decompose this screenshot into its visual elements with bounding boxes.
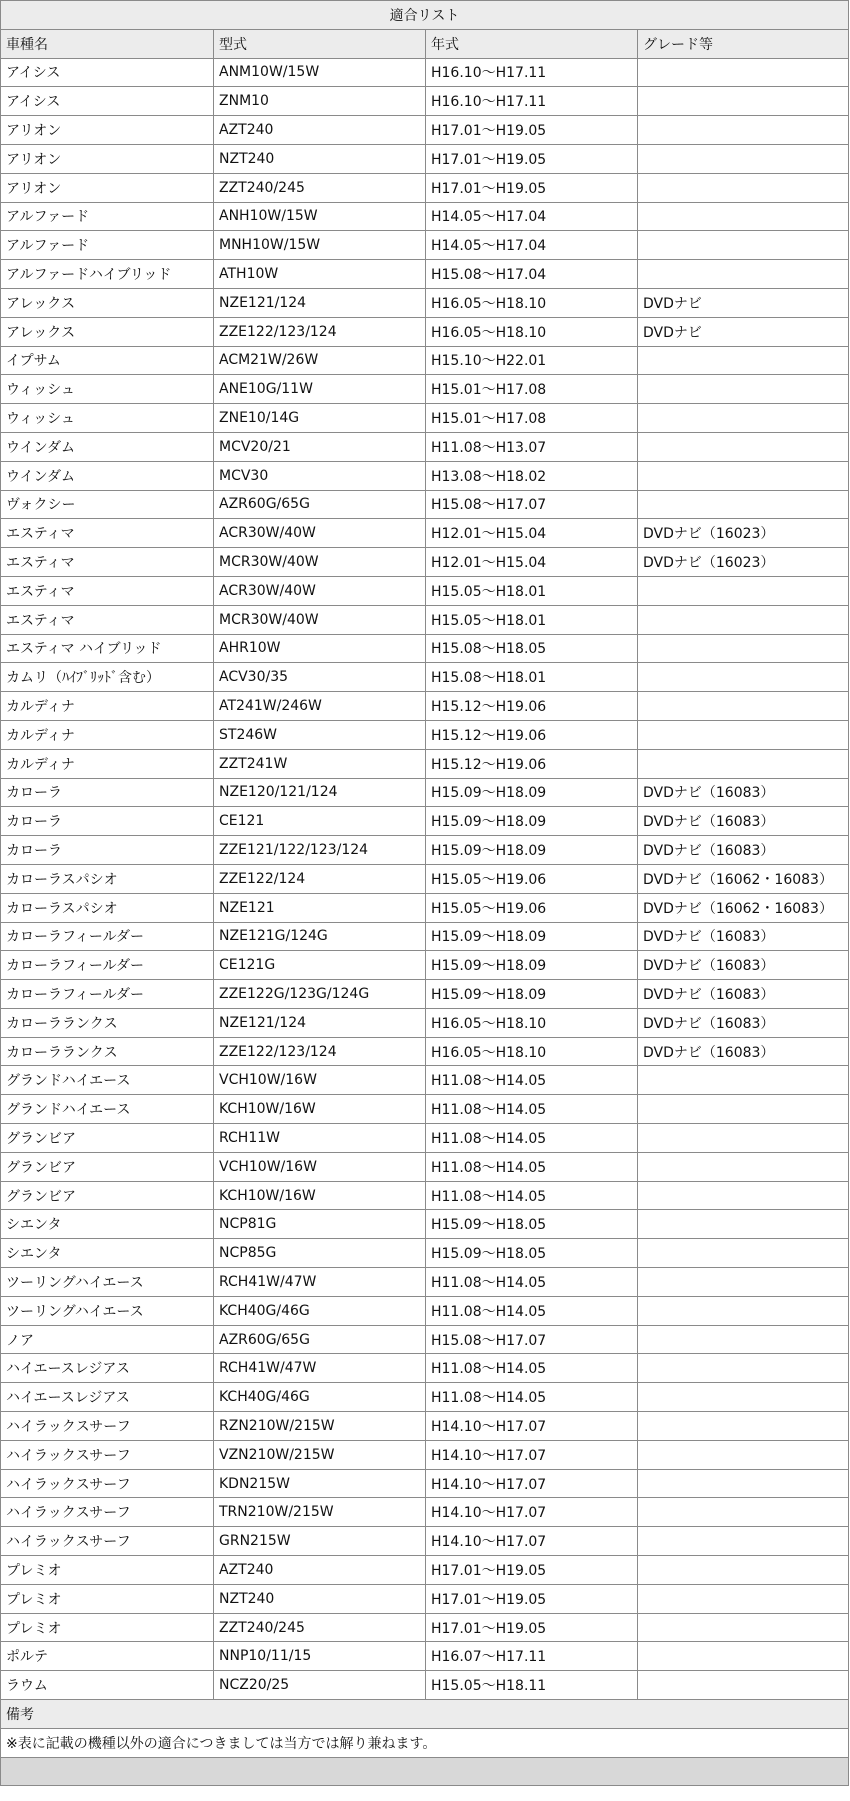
cell-model-code: RCH41W/47W bbox=[214, 1354, 426, 1383]
cell-car-name: ウィッシュ bbox=[1, 404, 214, 433]
cell-model-year: H11.08〜H14.05 bbox=[426, 1152, 638, 1181]
table-row bbox=[1, 432, 849, 461]
cell-car-name: カローラスパシオ bbox=[1, 893, 214, 922]
table-row bbox=[1, 202, 849, 231]
cell-grade: DVDナビ（16083） bbox=[638, 836, 849, 865]
cell-model-code: NCP85G bbox=[214, 1239, 426, 1268]
cell-grade: DVDナビ（16062・16083） bbox=[638, 864, 849, 893]
cell-model-year: H16.05〜H18.10 bbox=[426, 1037, 638, 1066]
cell-grade: DVDナビ（16083） bbox=[638, 980, 849, 1009]
remarks-header-row bbox=[1, 1700, 849, 1729]
cell-car-name: カローラフィールダー bbox=[1, 922, 214, 951]
cell-model-code: NZE121 bbox=[214, 893, 426, 922]
table-row bbox=[1, 1181, 849, 1210]
cell-model-code: KCH40G/46G bbox=[214, 1296, 426, 1325]
table-row bbox=[1, 1095, 849, 1124]
cell-car-name: イプサム bbox=[1, 346, 214, 375]
cell-model-code: NZE121/124 bbox=[214, 288, 426, 317]
cell-car-name: カローラスパシオ bbox=[1, 864, 214, 893]
cell-model-year: H16.07〜H17.11 bbox=[426, 1642, 638, 1671]
table-row bbox=[1, 1584, 849, 1613]
cell-model-code: ACR30W/40W bbox=[214, 576, 426, 605]
cell-car-name: ウインダム bbox=[1, 461, 214, 490]
cell-car-name: アレックス bbox=[1, 317, 214, 346]
cell-model-year: H11.08〜H14.05 bbox=[426, 1124, 638, 1153]
cell-grade bbox=[638, 461, 849, 490]
cell-car-name: ツーリングハイエース bbox=[1, 1268, 214, 1297]
cell-model-code: ZNM10 bbox=[214, 87, 426, 116]
cell-model-code: RCH41W/47W bbox=[214, 1268, 426, 1297]
cell-model-code: VZN210W/215W bbox=[214, 1440, 426, 1469]
table-row bbox=[1, 87, 849, 116]
table-row bbox=[1, 836, 849, 865]
cell-model-year: H15.05〜H19.06 bbox=[426, 893, 638, 922]
cell-model-year: H17.01〜H19.05 bbox=[426, 1556, 638, 1585]
cell-car-name: アリオン bbox=[1, 116, 214, 145]
cell-model-code: AHR10W bbox=[214, 634, 426, 663]
cell-model-year: H17.01〜H19.05 bbox=[426, 144, 638, 173]
cell-model-code: GRN215W bbox=[214, 1527, 426, 1556]
cell-model-code: NNP10/11/15 bbox=[214, 1642, 426, 1671]
cell-model-code: ZZE121/122/123/124 bbox=[214, 836, 426, 865]
cell-car-name: カローラフィールダー bbox=[1, 951, 214, 980]
table-row bbox=[1, 605, 849, 634]
cell-car-name: アルファード bbox=[1, 202, 214, 231]
cell-car-name: アイシス bbox=[1, 58, 214, 87]
cell-model-year: H15.05〜H18.01 bbox=[426, 605, 638, 634]
cell-grade bbox=[638, 87, 849, 116]
header-row bbox=[1, 29, 849, 58]
cell-car-name: ハイラックスサーフ bbox=[1, 1527, 214, 1556]
cell-model-year: H15.09〜H18.09 bbox=[426, 951, 638, 980]
cell-grade: DVDナビ（16083） bbox=[638, 778, 849, 807]
table-row bbox=[1, 548, 849, 577]
cell-grade bbox=[638, 1556, 849, 1585]
cell-car-name: グランビア bbox=[1, 1181, 214, 1210]
table-row bbox=[1, 58, 849, 87]
footer-cell bbox=[1, 1757, 849, 1785]
cell-model-year: H13.08〜H18.02 bbox=[426, 461, 638, 490]
cell-model-year: H11.08〜H14.05 bbox=[426, 1181, 638, 1210]
cell-grade bbox=[638, 1412, 849, 1441]
cell-model-year: H17.01〜H19.05 bbox=[426, 1584, 638, 1613]
cell-model-year: H16.05〜H18.10 bbox=[426, 1008, 638, 1037]
cell-grade: DVDナビ bbox=[638, 317, 849, 346]
cell-model-year: H17.01〜H19.05 bbox=[426, 1613, 638, 1642]
cell-model-code: ACR30W/40W bbox=[214, 519, 426, 548]
cell-model-year: H15.09〜H18.09 bbox=[426, 778, 638, 807]
cell-grade bbox=[638, 404, 849, 433]
cell-model-code: MCR30W/40W bbox=[214, 605, 426, 634]
cell-car-name: アレックス bbox=[1, 288, 214, 317]
cell-grade bbox=[638, 1642, 849, 1671]
cell-model-year: H15.12〜H19.06 bbox=[426, 749, 638, 778]
cell-model-code: AZT240 bbox=[214, 116, 426, 145]
cell-car-name: カルディナ bbox=[1, 720, 214, 749]
cell-car-name: ノア bbox=[1, 1325, 214, 1354]
cell-grade bbox=[638, 144, 849, 173]
cell-car-name: ハイラックスサーフ bbox=[1, 1412, 214, 1441]
cell-model-year: H15.05〜H18.11 bbox=[426, 1671, 638, 1700]
cell-grade bbox=[638, 1527, 849, 1556]
cell-car-name: ウインダム bbox=[1, 432, 214, 461]
cell-grade bbox=[638, 1613, 849, 1642]
cell-model-code: ZZT241W bbox=[214, 749, 426, 778]
cell-model-code: NCP81G bbox=[214, 1210, 426, 1239]
cell-model-code: MCV30 bbox=[214, 461, 426, 490]
cell-model-code: MCV20/21 bbox=[214, 432, 426, 461]
cell-car-name: エスティマ ハイブリッド bbox=[1, 634, 214, 663]
cell-model-code: KCH10W/16W bbox=[214, 1181, 426, 1210]
cell-model-code: CE121G bbox=[214, 951, 426, 980]
cell-model-year: H15.05〜H19.06 bbox=[426, 864, 638, 893]
cell-model-code: ZZE122/123/124 bbox=[214, 1037, 426, 1066]
title-row bbox=[1, 1, 849, 30]
header-grade: グレード等 bbox=[638, 29, 849, 58]
table-row bbox=[1, 288, 849, 317]
cell-grade bbox=[638, 260, 849, 289]
cell-model-code: MCR30W/40W bbox=[214, 548, 426, 577]
cell-model-code: VCH10W/16W bbox=[214, 1152, 426, 1181]
cell-grade bbox=[638, 58, 849, 87]
table-row bbox=[1, 490, 849, 519]
table-row bbox=[1, 1152, 849, 1181]
cell-grade bbox=[638, 634, 849, 663]
cell-grade bbox=[638, 1296, 849, 1325]
cell-model-year: H11.08〜H14.05 bbox=[426, 1354, 638, 1383]
cell-car-name: プレミオ bbox=[1, 1556, 214, 1585]
table-row bbox=[1, 1440, 849, 1469]
table-row bbox=[1, 663, 849, 692]
cell-model-year: H11.08〜H13.07 bbox=[426, 432, 638, 461]
cell-grade bbox=[638, 231, 849, 260]
cell-model-year: H12.01〜H15.04 bbox=[426, 519, 638, 548]
cell-model-year: H14.10〜H17.07 bbox=[426, 1527, 638, 1556]
cell-car-name: シエンタ bbox=[1, 1210, 214, 1239]
cell-grade: DVDナビ（16083） bbox=[638, 807, 849, 836]
cell-car-name: カローラ bbox=[1, 778, 214, 807]
cell-car-name: カローラ bbox=[1, 836, 214, 865]
cell-model-code: NCZ20/25 bbox=[214, 1671, 426, 1700]
table-row bbox=[1, 922, 849, 951]
table-row bbox=[1, 260, 849, 289]
cell-car-name: プレミオ bbox=[1, 1613, 214, 1642]
cell-model-code: AZR60G/65G bbox=[214, 1325, 426, 1354]
cell-model-code: MNH10W/15W bbox=[214, 231, 426, 260]
cell-model-year: H15.05〜H18.01 bbox=[426, 576, 638, 605]
remarks-label: 備考 bbox=[1, 1700, 849, 1729]
cell-model-code: KCH40G/46G bbox=[214, 1383, 426, 1412]
cell-model-code: ZZT240/245 bbox=[214, 173, 426, 202]
table-row bbox=[1, 519, 849, 548]
cell-model-year: H15.12〜H19.06 bbox=[426, 692, 638, 721]
header-model-code: 型式 bbox=[214, 29, 426, 58]
cell-car-name: エスティマ bbox=[1, 519, 214, 548]
cell-grade: DVDナビ（16083） bbox=[638, 951, 849, 980]
table-row bbox=[1, 1642, 849, 1671]
cell-model-year: H15.08〜H18.05 bbox=[426, 634, 638, 663]
cell-grade bbox=[638, 432, 849, 461]
cell-model-code: NZT240 bbox=[214, 144, 426, 173]
table-row bbox=[1, 980, 849, 1009]
cell-model-year: H11.08〜H14.05 bbox=[426, 1095, 638, 1124]
remarks-text: ※表に記載の機種以外の適合につきましては当方では解り兼ねます。 bbox=[1, 1728, 849, 1757]
cell-grade: DVDナビ bbox=[638, 288, 849, 317]
cell-car-name: カローラ bbox=[1, 807, 214, 836]
table-row bbox=[1, 231, 849, 260]
table-row bbox=[1, 893, 849, 922]
cell-model-year: H14.10〜H17.07 bbox=[426, 1412, 638, 1441]
cell-car-name: エスティマ bbox=[1, 605, 214, 634]
cell-grade bbox=[638, 1671, 849, 1700]
table-row bbox=[1, 1124, 849, 1153]
cell-grade bbox=[638, 375, 849, 404]
cell-model-year: H15.09〜H18.05 bbox=[426, 1210, 638, 1239]
cell-grade bbox=[638, 605, 849, 634]
cell-model-code: ANE10G/11W bbox=[214, 375, 426, 404]
cell-grade bbox=[638, 749, 849, 778]
table-row bbox=[1, 1469, 849, 1498]
cell-car-name: ツーリングハイエース bbox=[1, 1296, 214, 1325]
cell-car-name: エスティマ bbox=[1, 548, 214, 577]
table-row bbox=[1, 1066, 849, 1095]
cell-model-code: ACV30/35 bbox=[214, 663, 426, 692]
cell-model-year: H11.08〜H14.05 bbox=[426, 1383, 638, 1412]
cell-model-year: H16.10〜H17.11 bbox=[426, 87, 638, 116]
header-car-name: 車種名 bbox=[1, 29, 214, 58]
cell-car-name: カルディナ bbox=[1, 749, 214, 778]
header-model-year: 年式 bbox=[426, 29, 638, 58]
table-row bbox=[1, 1008, 849, 1037]
cell-model-code: ZNE10/14G bbox=[214, 404, 426, 433]
cell-car-name: シエンタ bbox=[1, 1239, 214, 1268]
table-row bbox=[1, 1412, 849, 1441]
cell-car-name: アルファードハイブリッド bbox=[1, 260, 214, 289]
cell-grade bbox=[638, 720, 849, 749]
cell-model-code: ST246W bbox=[214, 720, 426, 749]
cell-car-name: グランドハイエース bbox=[1, 1095, 214, 1124]
cell-car-name: グランビア bbox=[1, 1124, 214, 1153]
cell-model-year: H15.09〜H18.09 bbox=[426, 836, 638, 865]
cell-model-year: H14.10〜H17.07 bbox=[426, 1498, 638, 1527]
cell-car-name: カローラランクス bbox=[1, 1037, 214, 1066]
cell-model-year: H14.05〜H17.04 bbox=[426, 231, 638, 260]
cell-grade bbox=[638, 1239, 849, 1268]
cell-model-code: ZZE122/123/124 bbox=[214, 317, 426, 346]
table-row bbox=[1, 778, 849, 807]
cell-model-year: H15.08〜H17.04 bbox=[426, 260, 638, 289]
cell-model-code: ANH10W/15W bbox=[214, 202, 426, 231]
cell-model-code: AZT240 bbox=[214, 1556, 426, 1585]
cell-car-name: ハイラックスサーフ bbox=[1, 1440, 214, 1469]
table-body bbox=[1, 58, 849, 1699]
cell-grade bbox=[638, 576, 849, 605]
table-row bbox=[1, 864, 849, 893]
table-row bbox=[1, 461, 849, 490]
cell-model-code: VCH10W/16W bbox=[214, 1066, 426, 1095]
cell-model-code: ZZT240/245 bbox=[214, 1613, 426, 1642]
cell-model-code: AT241W/246W bbox=[214, 692, 426, 721]
cell-model-year: H15.09〜H18.09 bbox=[426, 922, 638, 951]
cell-model-year: H15.08〜H17.07 bbox=[426, 490, 638, 519]
cell-model-code: ACM21W/26W bbox=[214, 346, 426, 375]
cell-model-code: RZN210W/215W bbox=[214, 1412, 426, 1441]
cell-grade bbox=[638, 173, 849, 202]
table-row bbox=[1, 1383, 849, 1412]
cell-car-name: エスティマ bbox=[1, 576, 214, 605]
cell-car-name: ハイエースレジアス bbox=[1, 1383, 214, 1412]
table-row bbox=[1, 1613, 849, 1642]
cell-model-year: H16.10〜H17.11 bbox=[426, 58, 638, 87]
cell-car-name: カローラフィールダー bbox=[1, 980, 214, 1009]
cell-model-code: ZZE122/124 bbox=[214, 864, 426, 893]
cell-grade bbox=[638, 692, 849, 721]
cell-car-name: カルディナ bbox=[1, 692, 214, 721]
cell-car-name: アリオン bbox=[1, 173, 214, 202]
cell-model-year: H17.01〜H19.05 bbox=[426, 173, 638, 202]
cell-model-code: NZT240 bbox=[214, 1584, 426, 1613]
cell-model-year: H15.01〜H17.08 bbox=[426, 375, 638, 404]
cell-model-code: AZR60G/65G bbox=[214, 490, 426, 519]
cell-model-year: H16.05〜H18.10 bbox=[426, 288, 638, 317]
cell-model-code: ANM10W/15W bbox=[214, 58, 426, 87]
table-row bbox=[1, 1498, 849, 1527]
cell-grade: DVDナビ（16083） bbox=[638, 922, 849, 951]
cell-model-code: CE121 bbox=[214, 807, 426, 836]
cell-grade bbox=[638, 1584, 849, 1613]
cell-model-year: H15.08〜H18.01 bbox=[426, 663, 638, 692]
table-row bbox=[1, 749, 849, 778]
cell-model-code: KCH10W/16W bbox=[214, 1095, 426, 1124]
cell-car-name: ウィッシュ bbox=[1, 375, 214, 404]
footer-bar bbox=[1, 1757, 849, 1785]
cell-car-name: ハイエースレジアス bbox=[1, 1354, 214, 1383]
cell-car-name: カムリ（ﾊｲﾌﾞﾘｯﾄﾞ含む） bbox=[1, 663, 214, 692]
table-row bbox=[1, 1210, 849, 1239]
cell-car-name: グランビア bbox=[1, 1152, 214, 1181]
cell-grade bbox=[638, 1210, 849, 1239]
table-row bbox=[1, 144, 849, 173]
table-row bbox=[1, 1354, 849, 1383]
cell-model-code: TRN210W/215W bbox=[214, 1498, 426, 1527]
table-row bbox=[1, 634, 849, 663]
table-row bbox=[1, 346, 849, 375]
cell-car-name: カローラランクス bbox=[1, 1008, 214, 1037]
table-row bbox=[1, 404, 849, 433]
cell-grade bbox=[638, 1469, 849, 1498]
table-row bbox=[1, 807, 849, 836]
cell-model-year: H15.09〜H18.09 bbox=[426, 807, 638, 836]
remarks-row bbox=[1, 1728, 849, 1757]
cell-model-year: H17.01〜H19.05 bbox=[426, 116, 638, 145]
cell-car-name: アイシス bbox=[1, 87, 214, 116]
cell-model-year: H15.08〜H17.07 bbox=[426, 1325, 638, 1354]
cell-model-year: H14.10〜H17.07 bbox=[426, 1469, 638, 1498]
cell-car-name: ポルテ bbox=[1, 1642, 214, 1671]
cell-model-year: H15.12〜H19.06 bbox=[426, 720, 638, 749]
cell-grade bbox=[638, 1325, 849, 1354]
table-row bbox=[1, 1556, 849, 1585]
table-row bbox=[1, 1325, 849, 1354]
cell-model-code: KDN215W bbox=[214, 1469, 426, 1498]
cell-model-year: H11.08〜H14.05 bbox=[426, 1296, 638, 1325]
cell-grade bbox=[638, 1440, 849, 1469]
cell-grade: DVDナビ（16083） bbox=[638, 1037, 849, 1066]
cell-car-name: プレミオ bbox=[1, 1584, 214, 1613]
table-row bbox=[1, 1037, 849, 1066]
cell-model-year: H11.08〜H14.05 bbox=[426, 1268, 638, 1297]
table-row bbox=[1, 951, 849, 980]
cell-grade bbox=[638, 490, 849, 519]
cell-grade bbox=[638, 1498, 849, 1527]
cell-car-name: グランドハイエース bbox=[1, 1066, 214, 1095]
cell-car-name: ヴォクシー bbox=[1, 490, 214, 519]
cell-model-year: H15.10〜H22.01 bbox=[426, 346, 638, 375]
cell-car-name: アリオン bbox=[1, 144, 214, 173]
cell-model-year: H11.08〜H14.05 bbox=[426, 1066, 638, 1095]
cell-car-name: ラウム bbox=[1, 1671, 214, 1700]
cell-grade bbox=[638, 1124, 849, 1153]
cell-model-code: NZE120/121/124 bbox=[214, 778, 426, 807]
table-row bbox=[1, 173, 849, 202]
cell-grade bbox=[638, 1095, 849, 1124]
cell-grade: DVDナビ（16083） bbox=[638, 1008, 849, 1037]
cell-model-year: H12.01〜H15.04 bbox=[426, 548, 638, 577]
cell-model-code: ATH10W bbox=[214, 260, 426, 289]
cell-model-year: H15.09〜H18.05 bbox=[426, 1239, 638, 1268]
table-row bbox=[1, 317, 849, 346]
cell-model-year: H16.05〜H18.10 bbox=[426, 317, 638, 346]
cell-grade bbox=[638, 1354, 849, 1383]
cell-grade bbox=[638, 202, 849, 231]
cell-car-name: ハイラックスサーフ bbox=[1, 1498, 214, 1527]
cell-model-code: NZE121/124 bbox=[214, 1008, 426, 1037]
table-row bbox=[1, 375, 849, 404]
cell-model-year: H14.05〜H17.04 bbox=[426, 202, 638, 231]
cell-grade bbox=[638, 1066, 849, 1095]
cell-model-year: H15.09〜H18.09 bbox=[426, 980, 638, 1009]
table-row bbox=[1, 1671, 849, 1700]
cell-model-year: H14.10〜H17.07 bbox=[426, 1440, 638, 1469]
cell-grade: DVDナビ（16023） bbox=[638, 548, 849, 577]
table-row bbox=[1, 1527, 849, 1556]
table-row bbox=[1, 720, 849, 749]
cell-grade bbox=[638, 1268, 849, 1297]
cell-car-name: ハイラックスサーフ bbox=[1, 1469, 214, 1498]
cell-model-code: RCH11W bbox=[214, 1124, 426, 1153]
table-row bbox=[1, 692, 849, 721]
table-row bbox=[1, 1268, 849, 1297]
cell-model-code: ZZE122G/123G/124G bbox=[214, 980, 426, 1009]
cell-grade bbox=[638, 1383, 849, 1412]
cell-car-name: アルファード bbox=[1, 231, 214, 260]
cell-grade: DVDナビ（16023） bbox=[638, 519, 849, 548]
cell-grade bbox=[638, 1181, 849, 1210]
table-row bbox=[1, 1296, 849, 1325]
cell-grade bbox=[638, 116, 849, 145]
cell-grade bbox=[638, 1152, 849, 1181]
cell-grade bbox=[638, 663, 849, 692]
table-row bbox=[1, 116, 849, 145]
table-title: 適合リスト bbox=[1, 1, 849, 30]
cell-grade bbox=[638, 346, 849, 375]
cell-grade: DVDナビ（16062・16083） bbox=[638, 893, 849, 922]
table-row bbox=[1, 1239, 849, 1268]
cell-model-code: NZE121G/124G bbox=[214, 922, 426, 951]
cell-model-year: H15.01〜H17.08 bbox=[426, 404, 638, 433]
table-row bbox=[1, 576, 849, 605]
